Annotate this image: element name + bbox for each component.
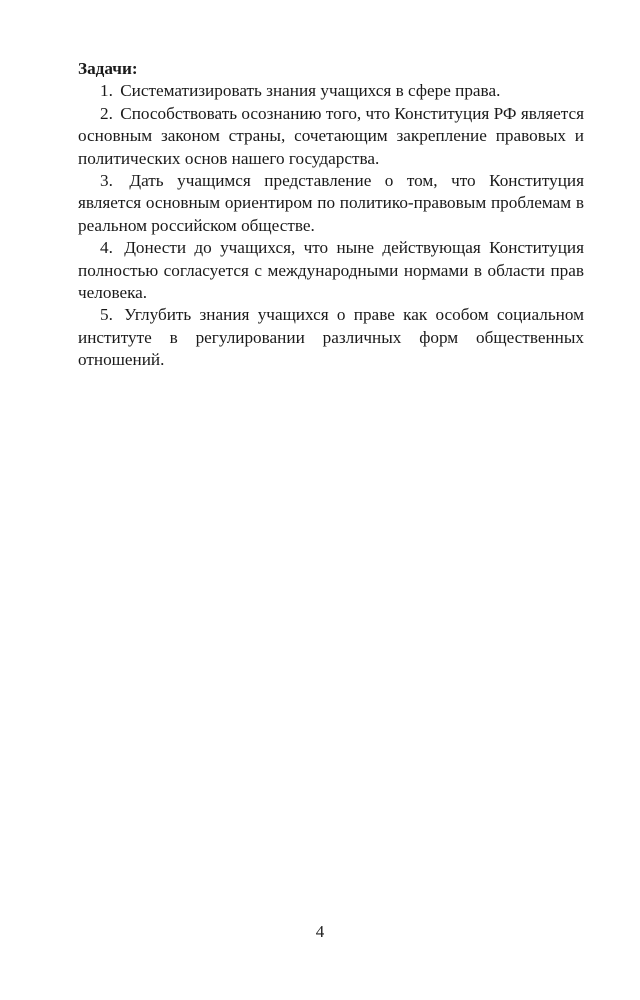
task-number: 3. [100, 171, 113, 191]
task-item-4 [78, 237, 584, 304]
task-item-5 [78, 304, 584, 371]
tasks-heading: Задачи: [78, 59, 138, 78]
task-item-1 [78, 80, 584, 102]
task-text: Способствовать осознанию того, что Конституция РФ является основным законом страны, сочетающим закрепление правовых и политических основ нашего государства. [78, 103, 585, 168]
task-text: Систематизировать знания учащихся в сфере права. [120, 81, 501, 101]
task-item-3 [78, 170, 584, 237]
document-page [78, 58, 584, 372]
task-number: 4. [100, 238, 113, 258]
task-text: Углубить знания учащихся о праве как особом социальном институте в регулировании различных форм общественных отношений. [78, 305, 585, 370]
page-number: 4 [315, 922, 325, 941]
task-text: Дать учащимся представление о том, что Конституция является основным ориентиром по политико-правовым проблемам в реальном российском обществе. [78, 171, 585, 235]
task-item-2 [78, 103, 584, 170]
task-number: 5. [100, 305, 113, 325]
task-text: Донести до учащихся, что ныне действующая Конституция полностью согласуется с международными нормами в области прав человека. [78, 238, 584, 303]
task-number: 2. [100, 103, 113, 123]
task-number: 1. [100, 81, 113, 101]
